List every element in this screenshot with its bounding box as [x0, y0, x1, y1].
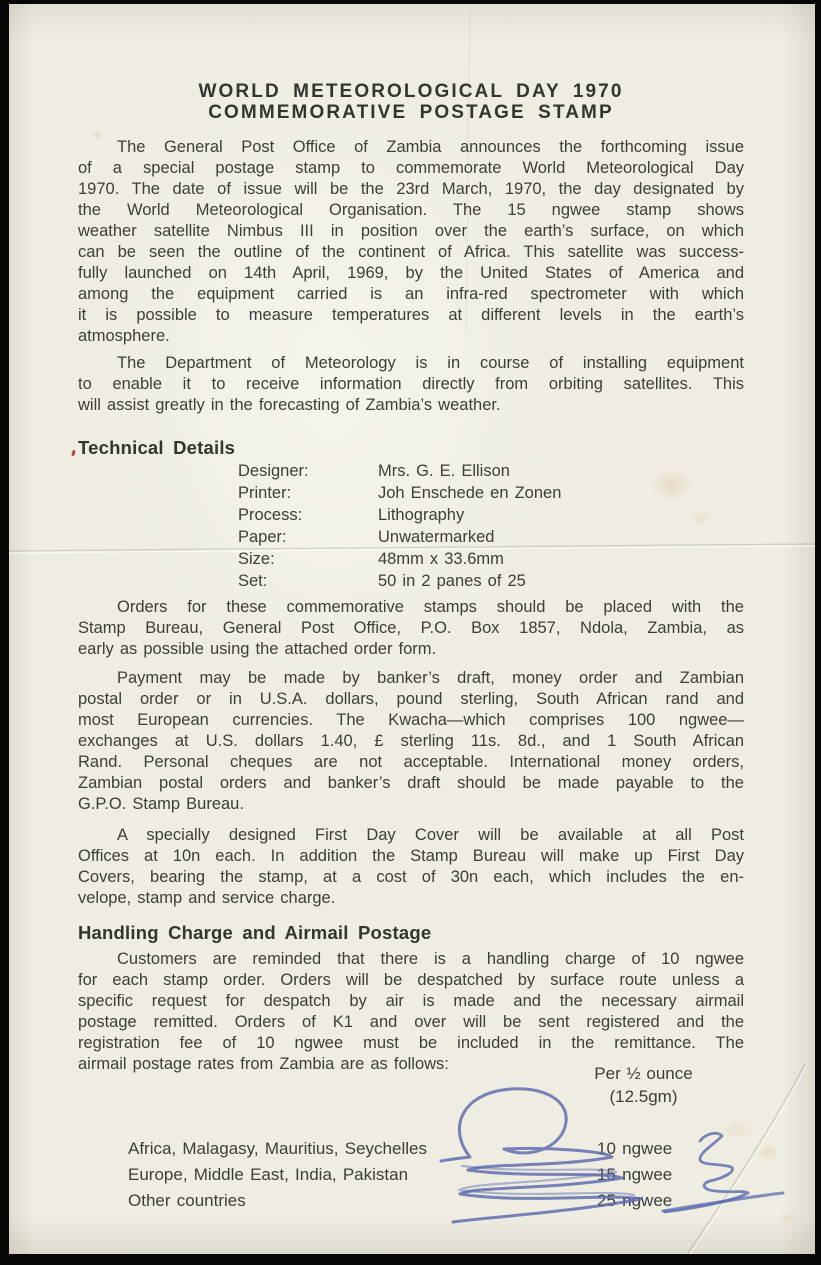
rates-header-line1: Per ½ ounce — [594, 1064, 693, 1083]
paragraph-line: can be seen the outline of the continent of Africa. This satellite was success- — [78, 243, 744, 261]
rate-destinations: Africa, Malagasy, Mauritius, Seychelles — [128, 1139, 427, 1158]
detail-label: Designer: — [238, 462, 309, 480]
rates-header-line2: (12.5gm) — [609, 1087, 678, 1106]
rate-value: 25 ngwee — [597, 1191, 673, 1210]
detail-label: Paper: — [238, 528, 287, 546]
paragraph-line: postage remitted. Orders of K1 and over will be sent registered and the — [78, 1013, 744, 1031]
paragraph-orders — [78, 597, 744, 660]
paragraph-line: registration fee of 10 ngwee must be included in the remittance. The — [78, 1034, 744, 1052]
detail-label: Set: — [238, 572, 268, 590]
paragraph-line: The Department of Meteorology is in course of installing equipment — [117, 354, 744, 372]
technical-detail-row — [78, 482, 744, 504]
detail-value: Mrs. G. E. Ellison — [378, 462, 510, 480]
paragraph-line: it is possible to measure temperatures at different levels in the earth’s — [78, 306, 744, 324]
paragraph-line: The General Post Office of Zambia announces the forthcoming issue — [117, 138, 744, 156]
paragraph-line: the World Meteorological Organisation. The 15 ngwee stamp shows — [78, 201, 744, 219]
detail-label: Process: — [238, 506, 303, 524]
paragraph-line: exchanges at U.S. dollars 1.40, £ sterling 11s. 8d., and 1 South African — [78, 732, 744, 750]
paragraph-line: Payment may be made by banker’s draft, money order and Zambian — [117, 669, 744, 687]
paragraph-line: specific request for despatch by air is made and the necessary airmail — [78, 992, 744, 1010]
paragraph-line: Stamp Bureau, General Post Office, P.O. Box 1857, Ndola, Zambia, as — [78, 619, 744, 637]
technical-detail-row — [78, 504, 744, 526]
heading-handling-charge: Handling Charge and Airmail Postage — [78, 922, 432, 943]
paragraph-line: fully launched on 14th April, 1969, by the United States of America and — [78, 264, 744, 282]
paragraph-line: to enable it to receive information directly from orbiting satellites. This — [78, 375, 744, 393]
document-title-line2: COMMEMORATIVE POSTAGE STAMP — [208, 102, 614, 123]
paragraph-payment — [78, 668, 744, 815]
paragraph-first-day-cover — [78, 825, 744, 909]
rate-row — [78, 1162, 744, 1188]
rate-value: 15 ngwee — [597, 1165, 673, 1184]
detail-value: 50 in 2 panes of 25 — [378, 572, 526, 590]
detail-value: Unwatermarked — [378, 528, 495, 546]
paragraph-line: airmail postage rates from Zambia are as follows: — [78, 1055, 449, 1073]
paragraph-line: of a special postage stamp to commemorate World Meteorological Day — [78, 159, 744, 177]
paragraph-line: Customers are reminded that there is a handling charge of 10 ngwee — [117, 950, 744, 968]
rate-destinations: Europe, Middle East, India, Pakistan — [128, 1165, 409, 1184]
detail-label: Printer: — [238, 484, 292, 502]
rate-row — [78, 1188, 744, 1214]
paragraph-line: postal order or in U.S.A. dollars, pound sterling, South African rand and — [78, 690, 744, 708]
paragraph-handling — [78, 949, 744, 1075]
paragraph-line: Rand. Personal cheques are not acceptable. International money orders, — [78, 753, 744, 771]
rate-value: 10 ngwee — [597, 1139, 673, 1158]
paragraph-intro — [78, 137, 744, 347]
technical-detail-row — [78, 548, 744, 570]
red-ink-speck — [71, 450, 76, 457]
paragraph-line: Zambian postal orders and banker’s draft should be made payable to the — [78, 774, 744, 792]
document-title-line1: WORLD METEOROLOGICAL DAY 1970 — [198, 81, 624, 102]
paragraph-line: will assist greatly in the forecasting of Zambia’s weather. — [78, 396, 501, 414]
paragraph-line: weather satellite Nimbus III in position over the earth’s surface, on which — [78, 222, 744, 240]
detail-value: 48mm x 33.6mm — [378, 550, 504, 568]
heading-technical-details: Technical Details — [78, 437, 236, 458]
document-content — [9, 4, 815, 1254]
paragraph-line: most European currencies. The Kwacha—which comprises 100 ngwee— — [78, 711, 744, 729]
airmail-rates-list — [78, 1136, 744, 1214]
paragraph-line: early as possible using the attached order form. — [78, 640, 437, 658]
paragraph-line: Covers, bearing the stamp, at a cost of 30n each, which includes the en- — [78, 868, 744, 886]
paragraph-line: velope, stamp and service charge. — [78, 889, 336, 907]
rate-destinations: Other countries — [128, 1191, 246, 1210]
document-title — [78, 81, 744, 123]
paragraph-line: Offices at 10n each. In addition the Stamp Bureau will make up First Day — [78, 847, 744, 865]
technical-details-table — [78, 460, 744, 592]
paragraph-line: for each stamp order. Orders will be despatched by surface route unless a — [78, 971, 744, 989]
technical-detail-row — [78, 570, 744, 592]
paragraph-line: G.P.O. Stamp Bureau. — [78, 795, 244, 813]
paragraph-line: atmosphere. — [78, 327, 170, 345]
paragraph-line: Orders for these commemorative stamps should be placed with the — [117, 598, 744, 616]
technical-detail-row — [78, 460, 744, 482]
paragraph-line: 1970. The date of issue will be the 23rd March, 1970, the day designated by — [78, 180, 744, 198]
paragraph-line: among the equipment carried is an infra-red spectrometer with which — [78, 285, 744, 303]
rates-column-header — [581, 1062, 706, 1108]
detail-value: Joh Enschede en Zonen — [378, 484, 562, 502]
paragraph-line: A specially designed First Day Cover will be available at all Post — [117, 826, 744, 844]
detail-label: Size: — [238, 550, 275, 568]
rate-row — [78, 1136, 744, 1162]
detail-value: Lithography — [378, 506, 465, 524]
paragraph-department — [78, 353, 744, 416]
technical-detail-row — [78, 526, 744, 548]
